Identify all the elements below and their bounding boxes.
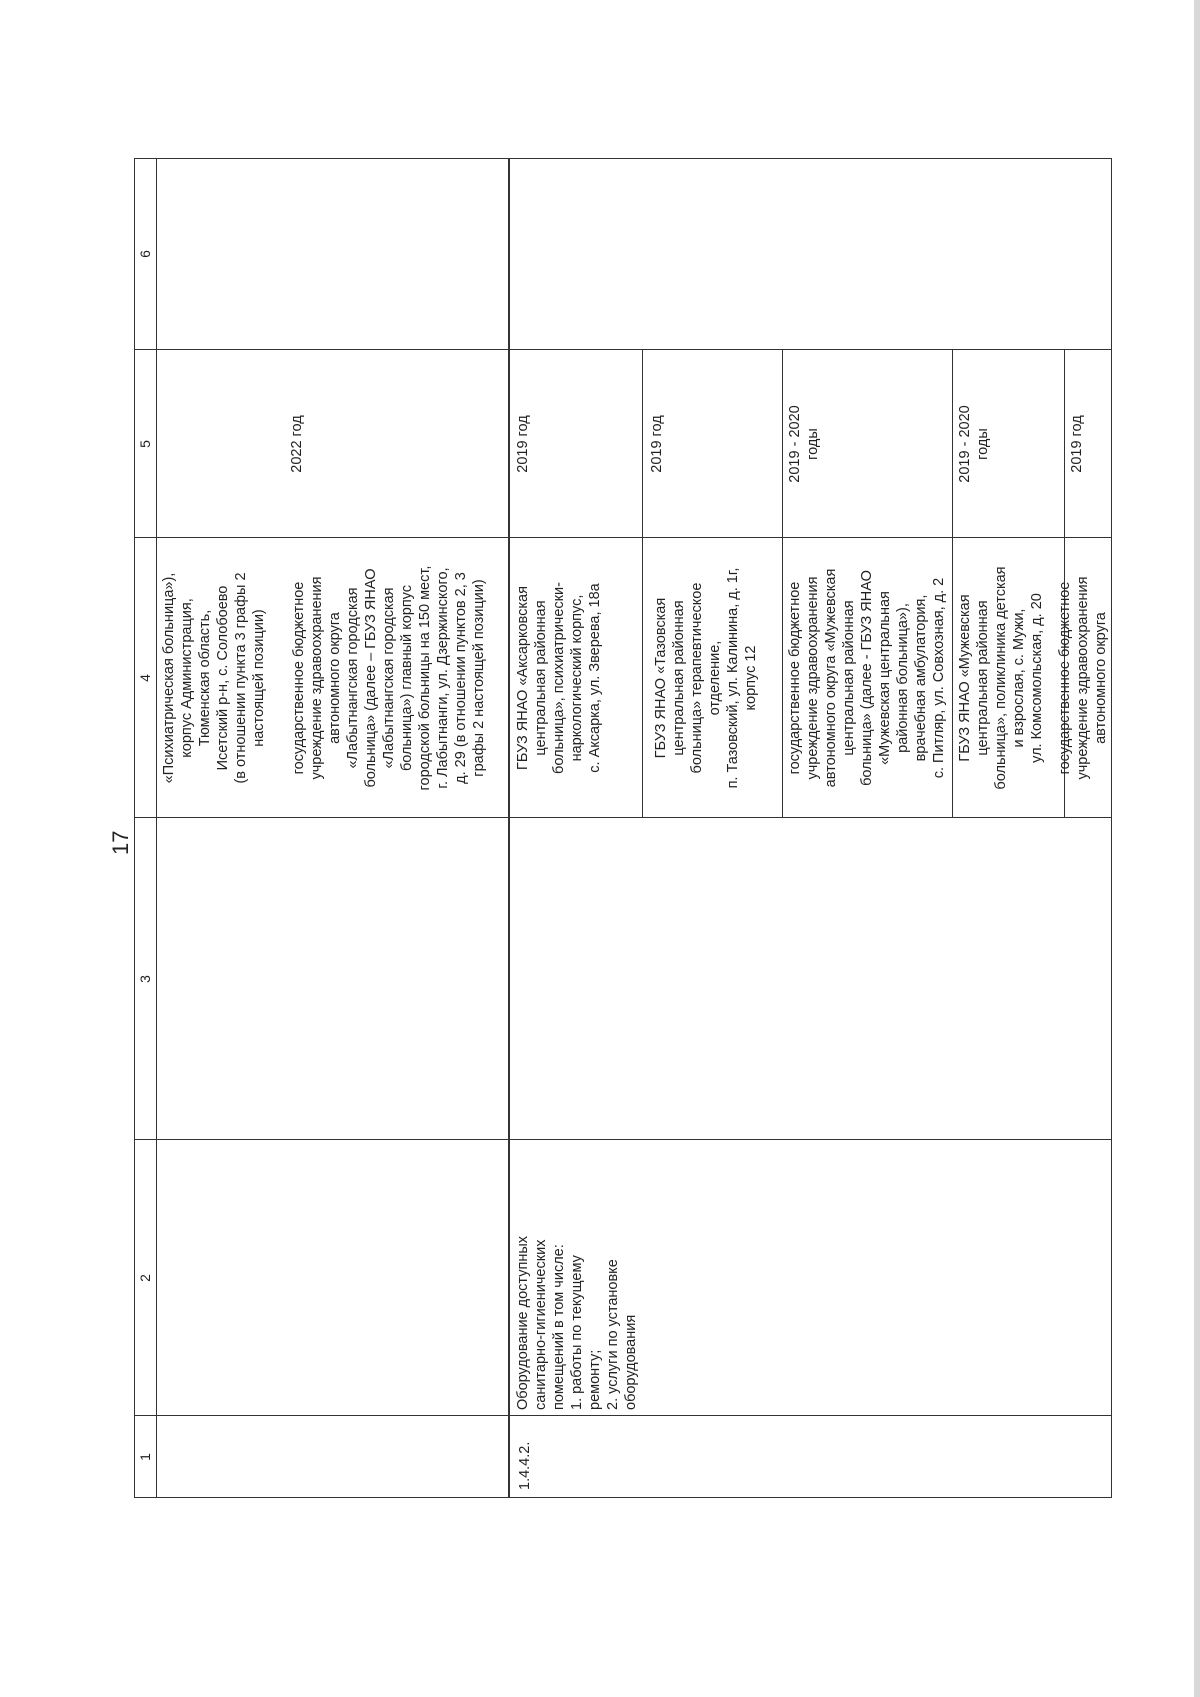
row-description: Оборудование доступных санитарно-гигиенических помещений в том числе: 1. работы по текущему ремонту; 2. услуги по установке оборудования (515, 1235, 639, 1410)
period-cell: 2019 год (649, 415, 665, 473)
col-header-5: 5 (137, 440, 153, 448)
col-header-3: 3 (137, 975, 153, 983)
col-line-1 (134, 1415, 1112, 1416)
table-border-bottom (1111, 158, 1112, 1498)
page-number: 17 (108, 830, 133, 855)
col-header-4: 4 (137, 674, 153, 682)
rotated-table (134, 158, 1112, 1498)
facility-cell-labytnangi: государственное бюджетное учреждение здравоохранения автономного округа «Лабытнангская городская больница» (далее – ГБУЗ ЯНАО «Лабытнангская городская больница») главный корпус городской больницы на 150 мест, г. Лабытнанги, ул. Дзержинского, д. 29 (в отношении пунктов 2, 3 графы 2 настоящей позиции) (291, 565, 487, 791)
subrow-divider (952, 350, 953, 818)
subrow-divider (642, 350, 643, 818)
subrow-divider (782, 350, 783, 818)
col-line-6 (134, 158, 1112, 159)
col-line-2 (134, 1139, 1112, 1140)
period-cell: 2019 - 2020 годы (957, 405, 991, 483)
col-header-2: 2 (137, 1274, 153, 1282)
col-line-0 (134, 1497, 1112, 1498)
period-cell: 2019 год (1069, 415, 1085, 473)
page-edge (1194, 0, 1200, 1697)
facility-cell: ГБУЗ ЯНАО «Тазовская центральная районная больница» терапевтическое отделение, п. Тазовский, ул. Калинина, д. 1г, корпус 12 (653, 567, 759, 789)
period-cell: 2022 год (289, 415, 305, 473)
header-divider (156, 158, 157, 1498)
col-header-6: 6 (137, 250, 153, 258)
facility-cell: государственное бюджетное учреждение здравоохранения автономного округа (1057, 576, 1109, 780)
facility-cell: ГБУЗ ЯНАО «Мужевская центральная районная больница», поликлиника детская и взрослая, с. Мужи, ул. Комсомольская, д. 20 (957, 566, 1045, 790)
facility-cell: ГБУЗ ЯНАО «Аксарковская центральная районная больница», психиатрически- наркологический корпус, с. Аксарка, ул. Зверева, 18а (515, 582, 603, 774)
period-cell: 2019 год (515, 415, 531, 473)
facility-cell-psychiatric: «Психиатрическая больница»), корпус Администрация, Тюменская область, Исетский р-н, с. Солобоево (в отношении пункта 3 графы 2 настоящей позиции) (161, 572, 267, 784)
row-divider (508, 158, 510, 1498)
facility-cell: государственное бюджетное учреждение здравоохранения автономного округа «Мужевская центральная районная больница» (далее - ГБУЗ ЯНАО «Мужевская центральная районная больница»), врачебная амбулатория, с. Питляр, ул. Совхозная, д. 2 (787, 568, 947, 788)
row-number: 1.4.4.2. (517, 1441, 533, 1490)
period-cell: 2019 - 2020 годы (787, 405, 821, 483)
col-header-1: 1 (137, 1453, 153, 1461)
